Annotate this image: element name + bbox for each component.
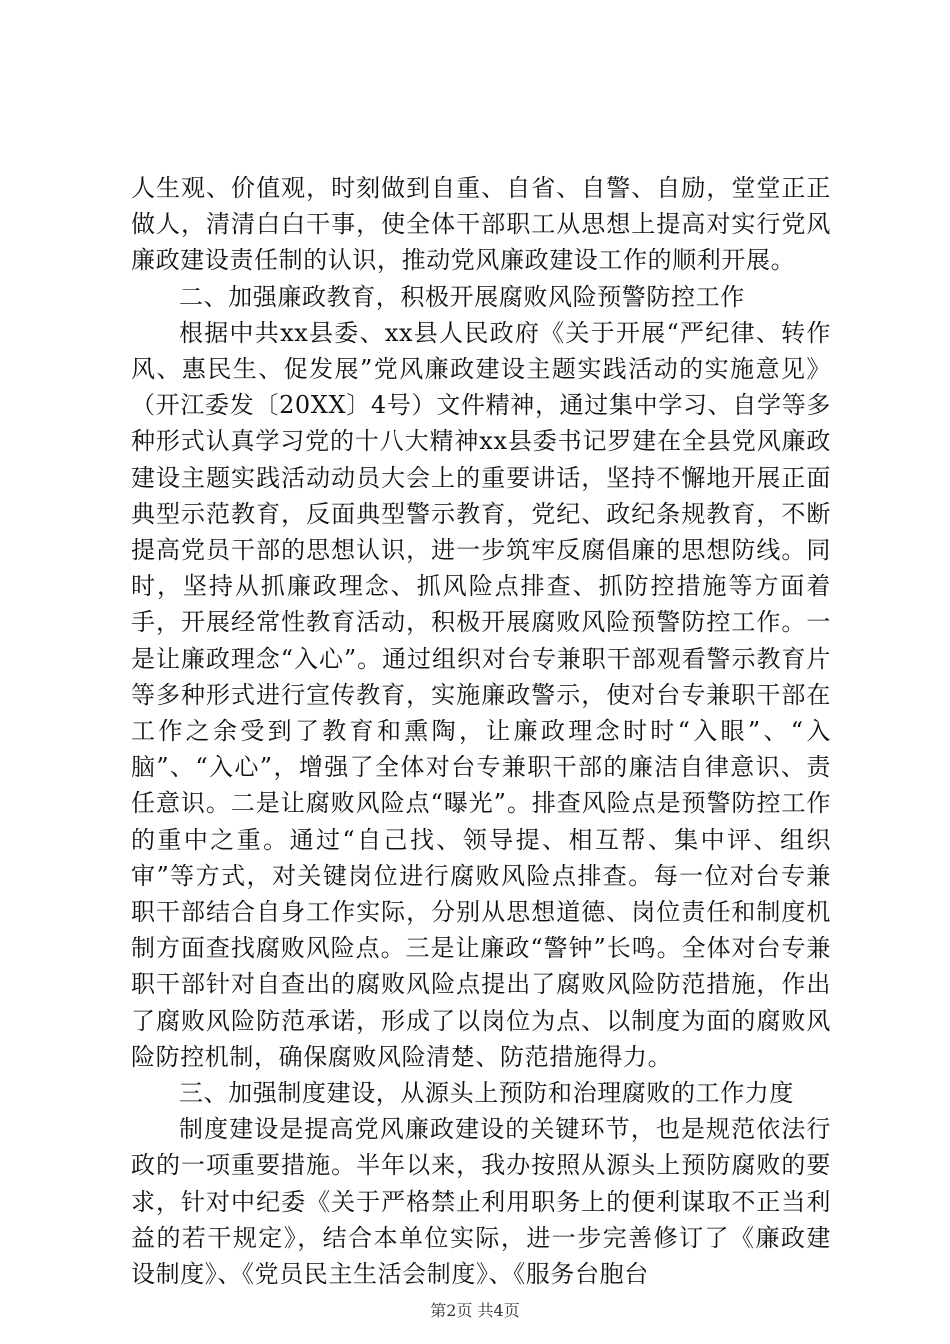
section-heading-2: 二、加强廉政教育，积极开展腐败风险预警防控工作 (179, 282, 745, 311)
section-heading-3: 三、加强制度建设，从源头上预防和治理腐败的工作力度 (179, 1079, 794, 1108)
page-footer: 第2页 共4页 (430, 1301, 520, 1320)
paragraph-continuation: 人生观、价值观，时刻做到自重、自省、自警、自励，堂堂正正做人，清清白白干事，使全体干部职工从思想上提高对实行党风廉政建设责任制的认识，推动党风廉政建设工作的顺利开展。 (131, 174, 831, 275)
paragraph-system-building: 制度建设是提高党风廉政建设的关键环节，也是规范依法行政的一项重要措施。半年以来，我办按照从源头上预防腐败的要求，针对中纪委《关于严格禁止利用职务上的便利谋取不正当利益的若干规定》，结合本单位实际，进一步完善修订了《廉政建设制度》、《党员民主生活会制度》、《服务台胞台 (131, 1115, 831, 1289)
document-body (131, 170, 831, 1292)
paragraph-anti-corruption-education: 根据中共xx县委、xx县人民政府《关于开展“严纪律、转作风、惠民生、促发展”党风廉政建设主题实践活动的实施意见》（开江委发〔20XX〕4号）文件精神，通过集中学习、自学等多种形式认真学习党的十八大精神xx县委书记罗建在全县党风廉政建设主题实践活动动员大会上的重要讲话，坚持不懈地开展正面典型示范教育，反面典型警示教育，党纪、政纪条规教育，不断提高党员干部的思想认识，进一步筑牢反腐倡廉的思想防线。同时，坚持从抓廉政理念、抓风险点排查、抓防控措施等方面着手，开展经常性教育活动，积极开展腐败风险预警防控工作。一是让廉政理念“入心”。通过组织对台专兼职干部观看警示教育片等多种形式进行宣传教育，实施廉政警示，使对台专兼职干部在工作之余受到了教育和熏陶，让廉政理念时时“入眼”、“入脑”、“入心”，增强了全体对台专兼职干部的廉洁自律意识、责任意识。二是让腐败风险点“曝光”。排查风险点是预警防控工作的重中之重。通过“自己找、领导提、相互帮、集中评、组织审”等方式，对关键岗位进行腐败风险点排查。每一位对台专兼职干部结合自身工作实际，分别从思想道德、岗位责任和制度机制方面查找腐败风险点。三是让廉政“警钟”长鸣。全体对台专兼职干部针对自查出的腐败风险点提出了腐败风险防范措施，作出了腐败风险防范承诺，形成了以岗位为点、以制度为面的腐败风险防控机制，确保腐败风险清楚、防范措施得力。 (131, 318, 831, 1071)
